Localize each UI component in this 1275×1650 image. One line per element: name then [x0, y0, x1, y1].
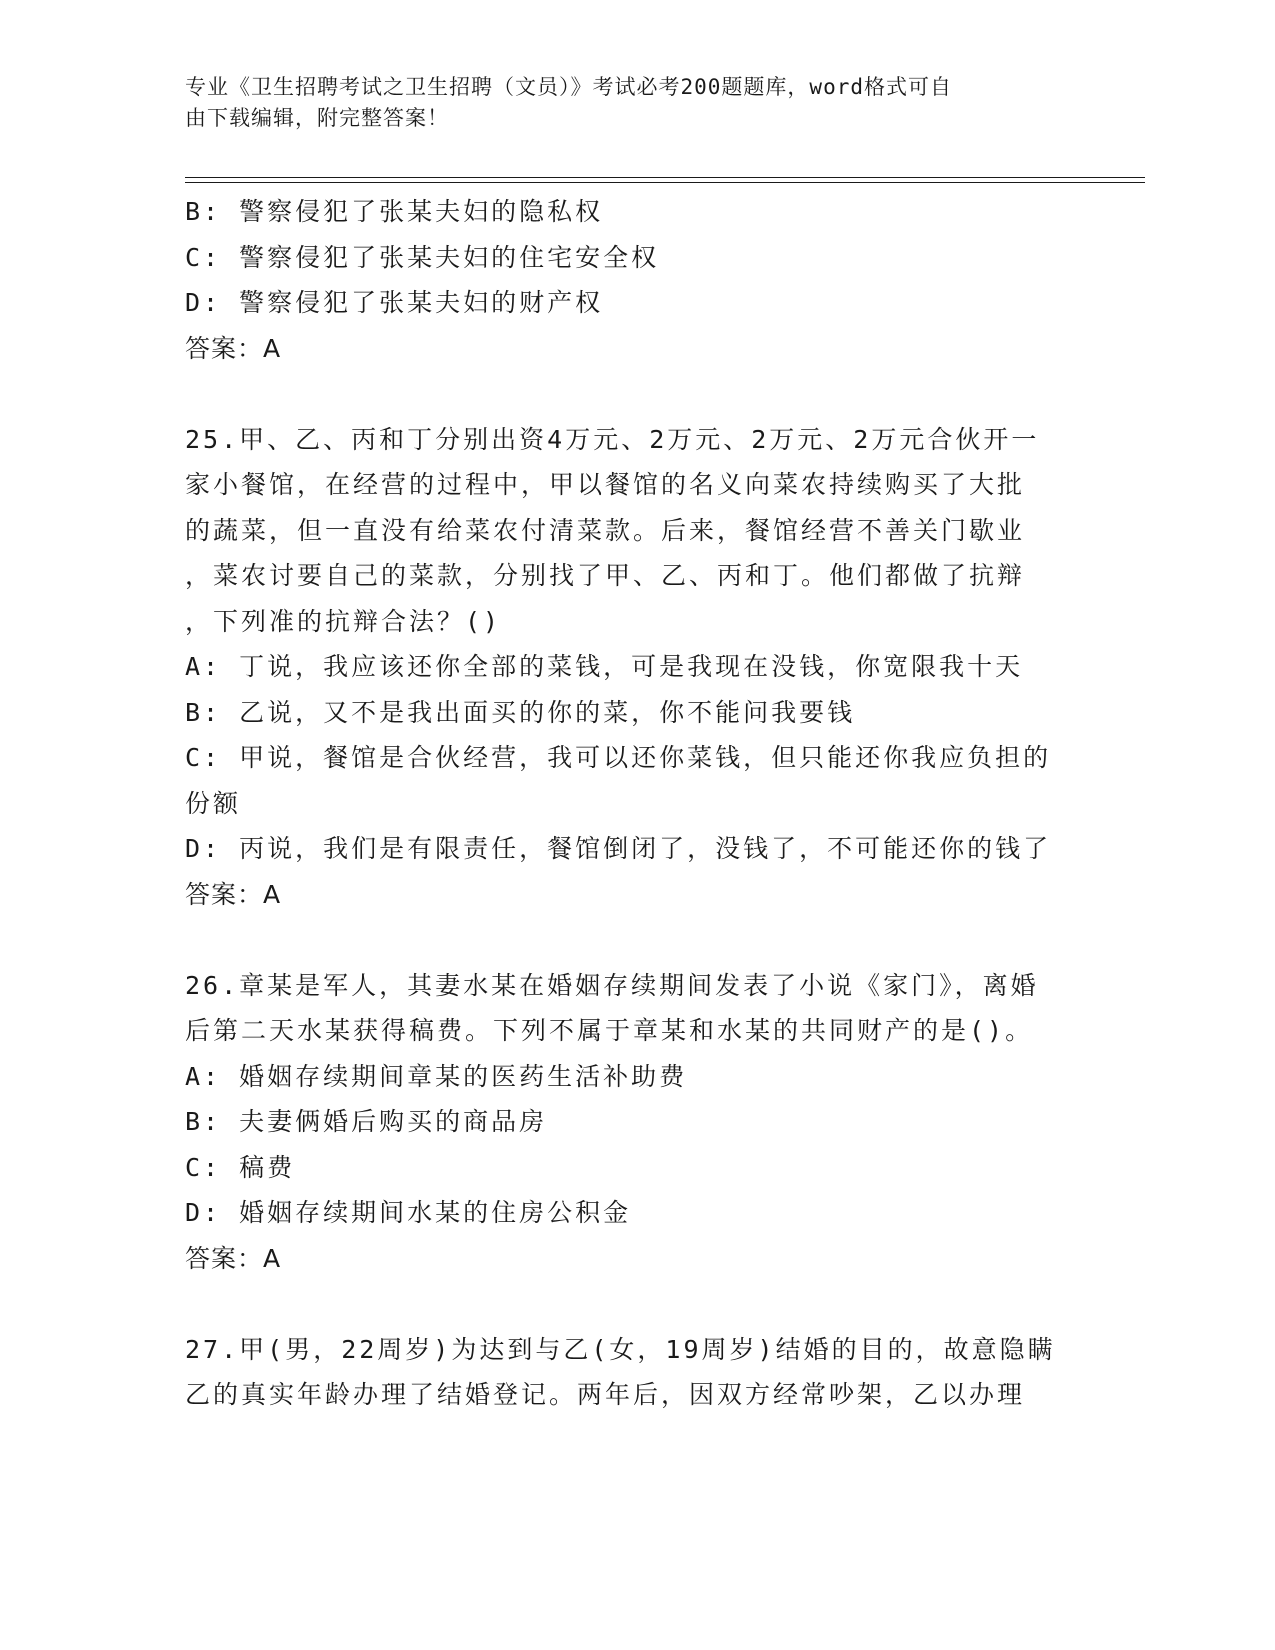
header-line-2: 由下载编辑，附完整答案！ [185, 106, 449, 130]
question-text-line: ，下列准的抗辩合法？() [185, 606, 502, 636]
question-text-line: 家小餐馆，在经营的过程中，甲以餐馆的名义向菜农持续购买了大批 [185, 470, 1026, 499]
option-c: C: 甲说，餐馆是合伙经营，我可以还你菜钱，但只能还你我应负担的 [185, 743, 1052, 772]
option-c-continued: 份额 [185, 788, 242, 818]
previous-question [185, 189, 1085, 371]
option-b: B: 乙说，又不是我出面买的你的菜，你不能问我要钱 [185, 697, 856, 727]
question-text-line: 27.甲(男，22周岁)为达到与乙(女，19周岁)结婚的目的，故意隐瞒 [185, 1334, 1056, 1364]
question-text-line: 的蔬菜，但一直没有给菜农付清菜款。后来，餐馆经营不善关门歇业 [185, 515, 1026, 545]
option-c: C: 稿费 [185, 1152, 296, 1182]
document-body [185, 189, 1085, 1418]
question-26 [185, 963, 1085, 1282]
answer-line: 答案：A [185, 1243, 282, 1273]
option-b: B: 夫妻俩婚后购买的商品房 [185, 1107, 548, 1136]
question-text-line: 乙的真实年龄办理了结婚登记。两年后，因双方经常吵架，乙以办理 [185, 1380, 1026, 1409]
option-c: C: 警察侵犯了张某夫妇的住宅安全权 [185, 242, 660, 272]
question-25 [185, 417, 1085, 918]
answer-line: 答案：A [185, 333, 282, 363]
question-text-line: 25.甲、乙、丙和丁分别出资4万元、2万元、2万元、2万元合伙开一 [185, 424, 1040, 454]
question-text-line: 后第二天水某获得稿费。下列不属于章某和水某的共同财产的是()。 [185, 1016, 1034, 1045]
header-divider-thick [185, 177, 1145, 178]
option-a: A: 丁说，我应该还你全部的菜钱，可是我现在没钱，你宽限我十天 [185, 652, 1024, 681]
document-header [185, 72, 1065, 134]
header-line-1: 专业《卫生招聘考试之卫生招聘（文员）》考试必考200题题库，word格式可自 [185, 75, 952, 99]
option-b: B: 警察侵犯了张某夫妇的隐私权 [185, 197, 604, 226]
option-a: A: 婚姻存续期间章某的医药生活补助费 [185, 1061, 688, 1091]
option-d: D: 丙说，我们是有限责任，餐馆倒闭了，没钱了，不可能还你的钱了 [185, 834, 1052, 863]
question-text-line: ，菜农讨要自己的菜款，分别找了甲、乙、丙和丁。他们都做了抗辩 [185, 561, 1026, 590]
header-divider-thin [185, 182, 1145, 183]
answer-line: 答案：A [185, 879, 282, 909]
option-d: D: 警察侵犯了张某夫妇的财产权 [185, 288, 604, 317]
question-27 [185, 1327, 1085, 1418]
question-text-line: 26.章某是军人，其妻水某在婚姻存续期间发表了小说《家门》，离婚 [185, 970, 1039, 1000]
option-d: D: 婚姻存续期间水某的住房公积金 [185, 1198, 632, 1227]
